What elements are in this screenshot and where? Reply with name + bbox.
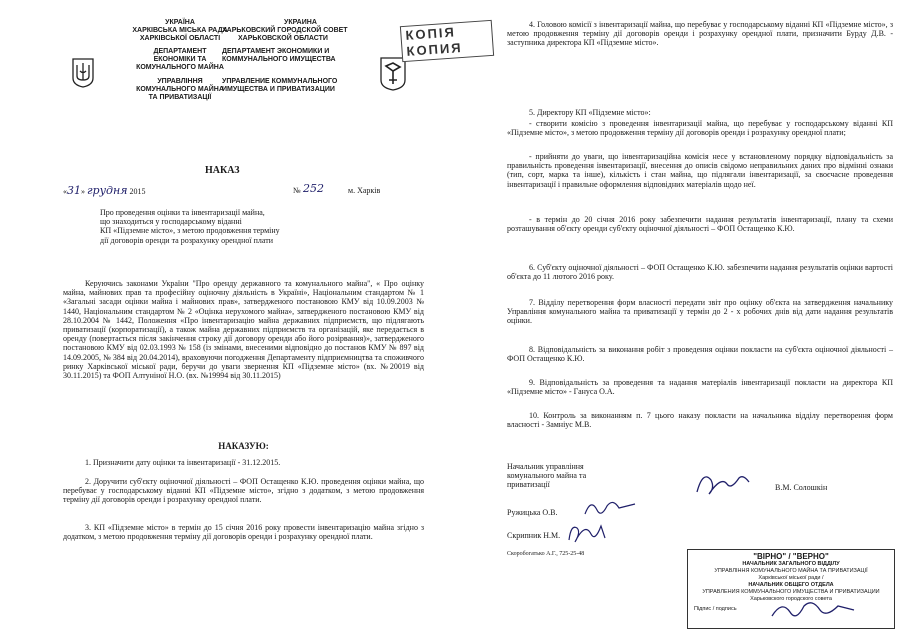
copy-stamp-line: КОПИЯ: [406, 39, 464, 59]
signatory-position: [507, 462, 667, 490]
order-item-8: 8. Відповідальність за виконання робіт з проведення оцінки покласти на суб'єкта оціночної діяльності – ФОП Остащенко К.Ю.: [507, 345, 893, 364]
order-heading: НАКАЗУЮ:: [218, 441, 269, 451]
preamble: Керуючись законами України "Про оренду державного та комунального майна", « Про оцінку майна, майнових прав та професійну оціночну діяльність в Україні», Національним стандартом № 1 «Загальні засади оцінки майна і майнових прав», затвердженого постановою КМУ від 10.09.2003 № 1440, Національним стандартом № 2 «Оцінка нерухомого майна», затвердженого постановою КМУ від 28.10.2004 № 1442, Положення «Про інвентаризацію майна державних підприємств, що підлягають приватизації (корпоратизації), а також майна державних підприємств та організацій, яке передається в оренду (повертається після закінчення строку дії договору оренди або його розірвання)», затвердженого постановою КМУ від 02.03.1993 № 158 (із змінами, внесеними відповідно до постанов КМУ № 897 від 14.09.2005, № 384 від 20.04.2014), враховуючи погодження Департаменту підприємництва та споживчого ринку Харківської міської ради, беручи до уваги звернення КП «Підземне місто» (вх. №20019 від 30.11.2015) та ФОП Алтуніної Н.О. (вх. №19994 від 30.11.2015): [63, 279, 424, 381]
header-line: ДЕПАРТАМЕНТ ЭКОНОМИКИ И: [222, 48, 330, 55]
order-item-7: 7. Відділу перетворення форм власності передати звіт про оцінку об'єкта на затвердження начальнику Управління комунального майна та приватизації у термін до 2 - х робочих днів від дати надання результатів оцінки.: [507, 298, 893, 326]
date-year: 2015: [129, 187, 146, 196]
header-line: УПРАВЛЕНИЕ КОММУНАЛЬНОГО: [222, 78, 338, 85]
position-line: комунального майна та: [507, 471, 587, 481]
header-line: ЕКОНОМІКИ ТА: [153, 56, 207, 63]
order-item-9: 9. Відповідальність за проведення та надання матеріалів інвентаризації покласти на директора КП «Підземне місто» - Гануса О.А.: [507, 378, 893, 397]
executor-line: Скоробогатько А.Г., 725-25-48: [507, 551, 585, 557]
head-signature: [693, 466, 753, 502]
signatory-name: В.М. Солошкін: [775, 483, 828, 492]
position-line: Начальник управління: [507, 462, 584, 471]
approver-1-signature: [583, 496, 639, 522]
approver-2-signature: [565, 520, 609, 546]
stamp-line: УПРАВЛІННЯ КОМУНАЛЬНОГО МАЙНА ТА ПРИВАТИЗАЦІЇ: [714, 568, 868, 574]
date-open-quote: «: [63, 187, 67, 196]
order-item-1: 1. Призначити дату оцінки та інвентаризації - 31.12.2015.: [85, 458, 281, 467]
order-item-4: 4. Головою комісії з інвентаризації майна, що перебуває у господарському віданні КП «Підземне місто», з метою продовження терміну дії договорів оренди і розрахунку орендної плати, призначити Бурду Д.В. - заступника директора КП «Підземне місто».: [507, 20, 893, 48]
subject-line: дії договорів оренди та розрахунку орендної плати: [100, 235, 273, 245]
stamp-line: НАЧАЛЬНИК ОБЩЕГО ОТДЕЛА: [748, 582, 834, 588]
subject-line: КП «Підземне місто», з метою продовження терміну: [100, 226, 280, 236]
header-ru: [222, 19, 382, 94]
order-item-10: 10. Контроль за виконанням п. 7 цього наказу покласти на начальника відділу перетворення форм власності - Замніус М.В.: [507, 411, 893, 430]
order-number: 252: [303, 182, 324, 195]
date-month: грудня: [87, 184, 128, 197]
stamp-title: "ВІРНО" / "ВЕРНО": [753, 552, 829, 561]
header-line: УКРАЇНА: [165, 19, 195, 26]
copy-stamp-line: КОПІЯ: [404, 24, 457, 43]
order-number-label: №: [293, 186, 301, 195]
order-subject: [100, 208, 330, 245]
header-line: ИМУЩЕСТВА И ПРИВАТИЗАЦИИ: [222, 86, 335, 93]
header-line: ХАРКІВСЬКОЇ ОБЛАСТІ: [139, 35, 221, 42]
stamp-line: УПРАВЛЕНИЯ КОММУНАЛЬНОГО ИМУЩЕСТВА И ПРИВАТИЗАЦИИ: [702, 589, 880, 595]
header-line: УКРАИНА: [284, 19, 317, 26]
order-item-5-sub-2: - прийняти до уваги, що інвентаризаційна комісія несе у встановленому порядку відповідальність за правильність проведення інвентаризації, внесення до описів свідомо неправильних даних про відмінні ознаки (тип, сорт, марка та інше), кількість і стан майна, що підлягали інвентаризації, за своєчасне проведення інвентаризації і правильне оформлення відповідних матеріалів щодо неї.: [507, 152, 893, 189]
order-item-3: 3. КП «Підземне місто» в термін до 15 січня 2016 року провести інвентаризацію майна згідно з додатком, з метою продовження терміну дії договорів оренди і розрахунку орендної плати.: [63, 523, 424, 542]
stamp-line: Харьковского городского совета: [750, 596, 832, 602]
stamp-line: НАЧАЛЬНИК ЗАГАЛЬНОГО ВІДДІЛУ: [742, 561, 840, 567]
copy-stamp: [400, 20, 494, 62]
page-title: НАКАЗ: [205, 165, 240, 176]
header-line: ХАРЬКОВСКОЙ ОБЛАСТИ: [238, 35, 328, 42]
approver-1: Ружицька О.В.: [507, 508, 558, 517]
header-line: ДЕПАРТАМЕНТ: [153, 48, 207, 55]
trident-emblem-icon: [72, 58, 94, 88]
stamp-line: Харківської міської ради /: [758, 575, 824, 581]
order-item-5-sub-3: - в термін до 20 січня 2016 року забезпечити надання результатів інвентаризації, плану та схеми розташування об'єкту оренди суб'єкту оціночної діяльності – ФОП Остащенко К.Ю.: [507, 215, 893, 234]
order-city: м. Харків: [348, 186, 381, 195]
order-item-2: 2. Доручити суб'єкту оціночної діяльності – ФОП Остащенко К.Ю. проведення оцінки майна, що перебуває у господарському віданні КП «Підземне місто», згідно з додатком, з метою продовження терміну дії договорів оренди і розрахунку орендної плати.: [63, 477, 424, 505]
position-line: приватизації: [507, 480, 550, 490]
certification-stamp: [687, 549, 895, 629]
order-item-5-sub-1: - створити комісію з проведення інвентаризації майна, що перебуває у господарському віданні КП «Підземне місто», з метою продовження терміну дії договорів оренди і розрахунку орендної плати;: [507, 119, 893, 138]
header-line: КОМУНАЛЬНОГО МАЙНА: [136, 64, 224, 71]
header-line: УПРАВЛІННЯ: [157, 78, 203, 85]
subject-line: Про проведення оцінки та інвентаризації майна,: [100, 208, 265, 217]
header-line: КОМУНАЛЬНОГО МАЙНА: [136, 86, 224, 93]
order-item-6: 6. Суб'єкту оціночної діяльності – ФОП Остащенко К.Ю. забезпечити надання результатів оцінки вартості об'єкта до 11 лютого 2016 року.: [507, 263, 893, 282]
stamp-sign-label: Підпис / подпись: [694, 606, 737, 612]
stamp-signature: [768, 596, 858, 626]
header-line: ТА ПРИВАТИЗАЦІЇ: [148, 94, 212, 101]
order-item-5: 5. Директору КП «Підземне місто»:: [529, 108, 651, 117]
subject-line: що знаходиться у господарському віданні: [100, 217, 242, 227]
header-line: ХАРКІВСЬКА МІСЬКА РАДА: [132, 27, 228, 34]
date-row: [63, 182, 453, 200]
header-line: КОММУНАЛЬНОГО ИМУЩЕСТВА: [222, 56, 336, 63]
date-day: 31: [67, 184, 81, 197]
date-close-quote: »: [81, 187, 85, 196]
approver-2: Скрипник Н.М.: [507, 531, 561, 540]
header-line: ХАРЬКОВСКИЙ ГОРОДСКОЙ СОВЕТ: [222, 27, 348, 34]
